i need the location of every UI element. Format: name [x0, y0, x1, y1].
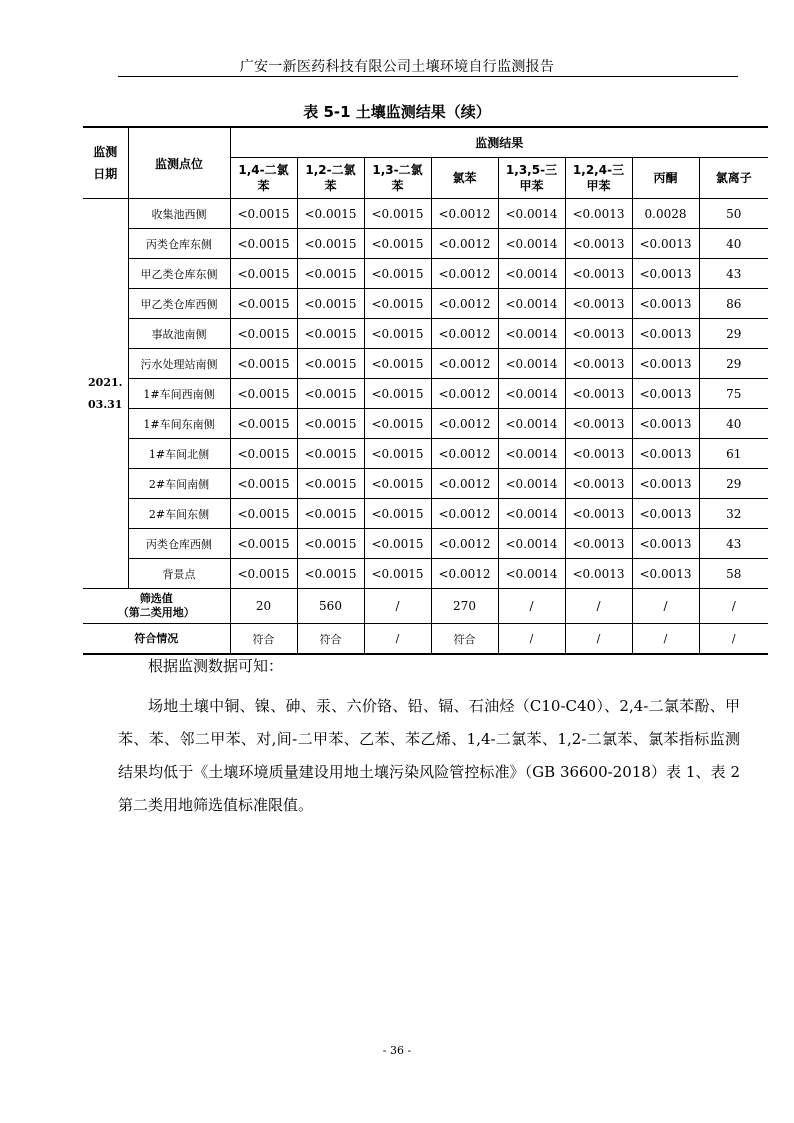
result-cell: <0.0013: [632, 319, 699, 349]
result-cell: <0.0015: [230, 529, 297, 559]
result-cell: <0.0013: [632, 379, 699, 409]
result-cell: <0.0015: [297, 289, 364, 319]
result-cell: <0.0014: [498, 289, 565, 319]
result-cell: <0.0015: [364, 349, 431, 379]
result-cell: <0.0014: [498, 199, 565, 229]
header-results: 监测结果: [230, 127, 768, 158]
result-cell: <0.0013: [632, 529, 699, 559]
result-cell: <0.0013: [565, 259, 632, 289]
result-cell: <0.0013: [632, 289, 699, 319]
result-cell: <0.0013: [565, 529, 632, 559]
table-row: [83, 409, 768, 439]
result-cell: <0.0015: [364, 319, 431, 349]
result-cell: <0.0014: [498, 469, 565, 499]
table-row: [83, 289, 768, 319]
result-cell: 58: [699, 559, 768, 589]
result-cell: <0.0013: [565, 499, 632, 529]
result-cell: <0.0013: [632, 229, 699, 259]
sample-point: 1#车间东南侧: [128, 409, 230, 439]
header-rule: [118, 76, 738, 77]
result-cell: <0.0014: [498, 379, 565, 409]
result-cell: <0.0013: [565, 559, 632, 589]
sample-point: 1#车间西南侧: [128, 379, 230, 409]
paragraph-intro: 根据监测数据可知：: [148, 657, 284, 675]
result-cell: <0.0015: [230, 409, 297, 439]
result-cell: <0.0013: [632, 559, 699, 589]
result-cell: 29: [699, 319, 768, 349]
result-cell: 29: [699, 349, 768, 379]
result-cell: <0.0015: [230, 379, 297, 409]
result-cell: <0.0015: [297, 529, 364, 559]
result-cell: <0.0013: [632, 259, 699, 289]
result-cell: <0.0013: [565, 379, 632, 409]
result-cell: <0.0015: [364, 289, 431, 319]
result-cell: 43: [699, 529, 768, 559]
result-cell: <0.0013: [565, 349, 632, 379]
result-cell: <0.0013: [565, 289, 632, 319]
result-cell: 32: [699, 499, 768, 529]
result-cell: <0.0014: [498, 499, 565, 529]
result-cell: <0.0015: [297, 469, 364, 499]
result-cell: <0.0015: [297, 559, 364, 589]
header-substance: 1,3,5-三 甲苯: [498, 158, 565, 199]
result-cell: <0.0013: [565, 409, 632, 439]
result-cell: <0.0013: [632, 439, 699, 469]
table-row: [83, 259, 768, 289]
result-cell: 43: [699, 259, 768, 289]
result-cell: <0.0013: [565, 199, 632, 229]
result-cell: <0.0015: [230, 439, 297, 469]
screening-value: /: [498, 589, 565, 624]
result-cell: <0.0015: [230, 499, 297, 529]
result-cell: <0.0014: [498, 559, 565, 589]
result-cell: 61: [699, 439, 768, 469]
paragraph-conclusion: 场地土壤中铜、镍、砷、汞、六价铬、铅、镉、石油烃（C10-C40）、2,4-二氯苯酚、甲苯、苯、邻二甲苯、对,间-二甲苯、乙苯、苯乙烯、1,4-二氯苯、1,2-二氯苯、氯苯指标监测结果均低于《土壤环境质量建设用地土壤污染风险管控标准》（GB 36600-2018）表 1、表 2 第二类用地筛选值标准限值。: [118, 697, 741, 814]
header-substance: 氯苯: [431, 158, 498, 199]
table-row: [83, 229, 768, 259]
table-row: [83, 349, 768, 379]
result-cell: 40: [699, 229, 768, 259]
result-cell: <0.0015: [230, 289, 297, 319]
result-cell: <0.0013: [565, 469, 632, 499]
sample-point: 事故池南侧: [128, 319, 230, 349]
screening-value: 20: [230, 589, 297, 624]
screening-row: [83, 589, 768, 624]
sample-point: 2#车间东侧: [128, 499, 230, 529]
result-cell: <0.0015: [297, 379, 364, 409]
page-header: 广安一新医药科技有限公司土壤环境自行监测报告: [239, 59, 555, 75]
result-cell: <0.0012: [431, 529, 498, 559]
result-cell: <0.0012: [431, 409, 498, 439]
result-cell: <0.0014: [498, 349, 565, 379]
result-cell: <0.0015: [230, 229, 297, 259]
result-cell: <0.0012: [431, 349, 498, 379]
result-cell: <0.0015: [230, 559, 297, 589]
screening-label: 筛选值 （第二类用地）: [83, 589, 230, 624]
header-substance: 1,2,4-三 甲苯: [565, 158, 632, 199]
sample-point: 丙类仓库西侧: [128, 529, 230, 559]
page-number: - 36 -: [382, 1044, 412, 1057]
result-cell: <0.0013: [565, 229, 632, 259]
result-cell: <0.0012: [431, 229, 498, 259]
compliance-value: 符合: [297, 624, 364, 655]
result-cell: 75: [699, 379, 768, 409]
screening-value: /: [565, 589, 632, 624]
result-cell: <0.0013: [632, 349, 699, 379]
header-substance: 丙酮: [632, 158, 699, 199]
result-cell: <0.0012: [431, 259, 498, 289]
result-cell: <0.0015: [364, 199, 431, 229]
table-row: [83, 199, 768, 229]
compliance-value: 符合: [431, 624, 498, 655]
result-cell: <0.0013: [632, 499, 699, 529]
compliance-value: /: [364, 624, 431, 655]
table-title: 表 5-1 土壤监测结果（续）: [303, 103, 491, 121]
result-cell: <0.0015: [364, 409, 431, 439]
table-row: [83, 439, 768, 469]
compliance-value: /: [565, 624, 632, 655]
screening-value: /: [364, 589, 431, 624]
compliance-label: 符合情况: [83, 624, 230, 655]
result-cell: <0.0012: [431, 499, 498, 529]
result-cell: <0.0012: [431, 199, 498, 229]
compliance-value: /: [632, 624, 699, 655]
table-row: [83, 529, 768, 559]
result-cell: <0.0015: [230, 199, 297, 229]
screening-value: 560: [297, 589, 364, 624]
table-row: [83, 319, 768, 349]
result-cell: <0.0012: [431, 439, 498, 469]
result-cell: <0.0014: [498, 439, 565, 469]
result-cell: <0.0015: [297, 259, 364, 289]
result-cell: <0.0015: [364, 559, 431, 589]
result-cell: <0.0012: [431, 379, 498, 409]
result-cell: <0.0015: [297, 409, 364, 439]
result-cell: <0.0014: [498, 229, 565, 259]
monitoring-results-table: [83, 126, 768, 655]
result-cell: 50: [699, 199, 768, 229]
header-substance: 1,3-二氯 苯: [364, 158, 431, 199]
result-cell: <0.0014: [498, 409, 565, 439]
table-row: [83, 469, 768, 499]
header-point: 监测点位: [128, 127, 230, 199]
result-cell: <0.0015: [297, 319, 364, 349]
result-cell: <0.0015: [230, 349, 297, 379]
header-substance: 1,2-二氯 苯: [297, 158, 364, 199]
result-cell: 0.0028: [632, 199, 699, 229]
table-row: [83, 499, 768, 529]
result-cell: <0.0012: [431, 289, 498, 319]
result-cell: <0.0015: [297, 199, 364, 229]
sample-point: 背景点: [128, 559, 230, 589]
result-cell: <0.0015: [364, 499, 431, 529]
compliance-value: 符合: [230, 624, 297, 655]
sample-point: 1#车间北侧: [128, 439, 230, 469]
result-cell: <0.0013: [632, 409, 699, 439]
result-cell: <0.0015: [364, 529, 431, 559]
result-cell: <0.0015: [297, 349, 364, 379]
sample-point: 甲乙类仓库东侧: [128, 259, 230, 289]
screening-value: /: [699, 589, 768, 624]
result-cell: 29: [699, 469, 768, 499]
sample-point: 污水处理站南侧: [128, 349, 230, 379]
header-substance: 1,4-二氯 苯: [230, 158, 297, 199]
compliance-value: /: [498, 624, 565, 655]
result-cell: 86: [699, 289, 768, 319]
result-cell: <0.0012: [431, 319, 498, 349]
result-cell: <0.0012: [431, 559, 498, 589]
sample-point: 甲乙类仓库西侧: [128, 289, 230, 319]
result-cell: <0.0015: [297, 229, 364, 259]
result-cell: <0.0014: [498, 259, 565, 289]
sample-point: 收集池西侧: [128, 199, 230, 229]
result-cell: <0.0015: [230, 319, 297, 349]
result-cell: <0.0014: [498, 529, 565, 559]
table-row: [83, 379, 768, 409]
result-cell: <0.0015: [364, 379, 431, 409]
result-cell: <0.0012: [431, 469, 498, 499]
result-cell: 40: [699, 409, 768, 439]
result-cell: <0.0015: [364, 229, 431, 259]
header-date: 监测 日期: [83, 127, 128, 199]
result-cell: <0.0013: [565, 319, 632, 349]
compliance-value: /: [699, 624, 768, 655]
sample-point: 2#车间南侧: [128, 469, 230, 499]
result-cell: <0.0013: [632, 469, 699, 499]
screening-value: /: [632, 589, 699, 624]
sample-date: 2021. 03.31: [83, 199, 128, 589]
header-substance: 氯离子: [699, 158, 768, 199]
result-cell: <0.0015: [364, 259, 431, 289]
result-cell: <0.0015: [364, 439, 431, 469]
result-cell: <0.0013: [565, 439, 632, 469]
table-row: [83, 559, 768, 589]
result-cell: <0.0015: [364, 469, 431, 499]
sample-point: 丙类仓库东侧: [128, 229, 230, 259]
result-cell: <0.0015: [230, 469, 297, 499]
result-cell: <0.0015: [297, 439, 364, 469]
result-cell: <0.0014: [498, 319, 565, 349]
screening-value: 270: [431, 589, 498, 624]
result-cell: <0.0015: [297, 499, 364, 529]
result-cell: <0.0015: [230, 259, 297, 289]
